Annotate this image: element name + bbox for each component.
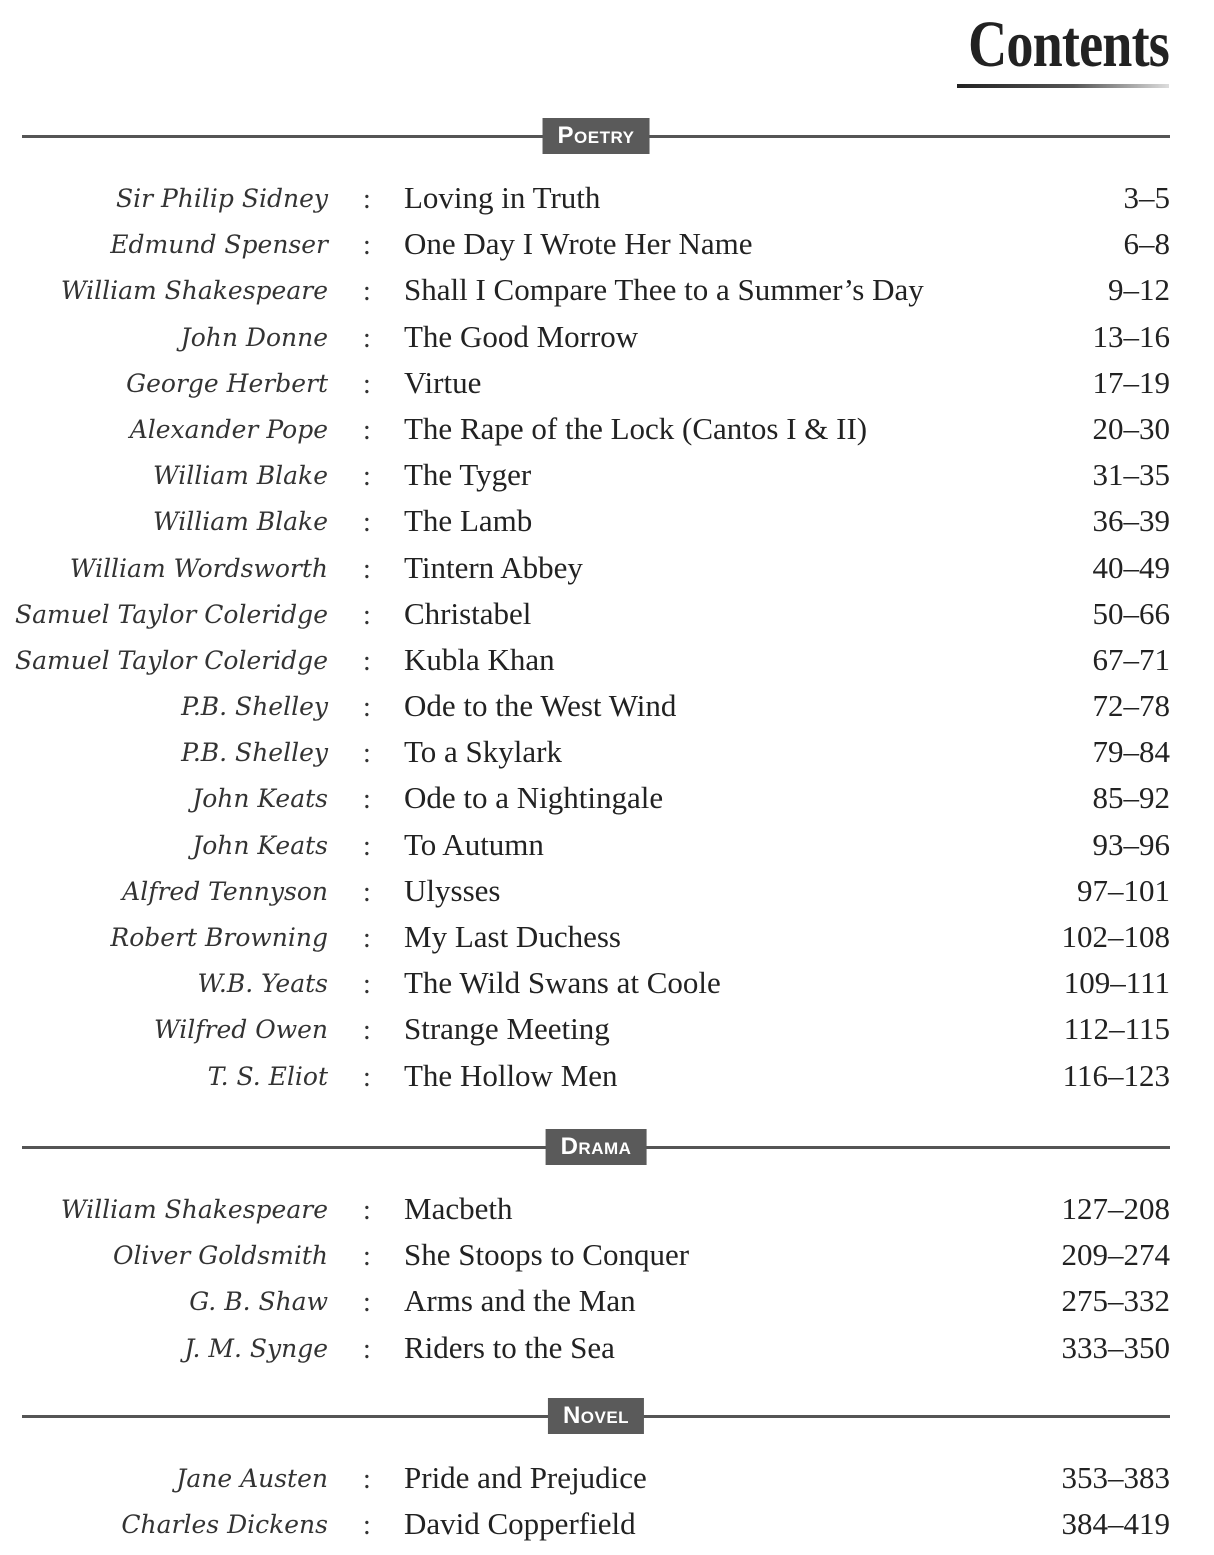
section-drama — [22, 1129, 1170, 1372]
entry-list — [22, 1187, 1170, 1372]
section-header — [22, 1129, 1170, 1165]
entry-author: W.B. Yeats — [197, 969, 328, 999]
entry-separator: : — [363, 1287, 371, 1319]
entry-author: William Wordsworth — [69, 553, 328, 583]
toc-entry — [22, 268, 1170, 314]
toc-entry — [22, 684, 1170, 730]
toc-entry — [22, 1279, 1170, 1325]
entry-separator: : — [363, 184, 371, 215]
entry-author: William Blake — [152, 507, 328, 537]
entry-title: Ulysses — [404, 872, 501, 908]
entry-title: Arms and the Man — [404, 1283, 636, 1319]
entry-author: John Donne — [180, 322, 328, 352]
toc-entry — [22, 776, 1170, 822]
entry-author: J. M. Synge — [184, 1333, 328, 1363]
entry-list — [22, 1456, 1170, 1548]
entry-title: Christabel — [404, 595, 532, 631]
entry-title: One Day I Wrote Her Name — [404, 226, 753, 262]
section-novel — [22, 1398, 1170, 1548]
entry-pages: 93–96 — [1092, 826, 1170, 862]
toc-entry — [22, 1187, 1170, 1233]
entry-author: John Keats — [192, 830, 328, 860]
section-header — [22, 118, 1170, 154]
toc-entry — [22, 1007, 1170, 1053]
entry-separator: : — [363, 599, 371, 631]
section-label: Drama — [546, 1129, 647, 1165]
entry-author: Samuel Taylor Coleridge — [14, 645, 328, 675]
toc-entry — [22, 1326, 1170, 1372]
entry-pages: 79–84 — [1092, 734, 1170, 770]
entry-pages: 112–115 — [1063, 1011, 1170, 1047]
entry-pages: 209–274 — [1061, 1237, 1170, 1273]
entry-separator: : — [363, 1241, 371, 1273]
entry-separator: : — [363, 1510, 371, 1542]
entry-author: P.B. Shelley — [181, 738, 328, 768]
toc-entry — [22, 176, 1170, 222]
entry-author: William Blake — [152, 461, 328, 491]
entry-author: Alfred Tennyson — [122, 876, 328, 906]
entry-title: Pride and Prejudice — [404, 1460, 647, 1495]
toc-entry — [22, 361, 1170, 407]
entry-separator: : — [363, 1195, 371, 1226]
entry-separator: : — [363, 230, 371, 262]
title-underline — [957, 84, 1169, 88]
entry-title: Riders to the Sea — [404, 1329, 615, 1365]
entry-separator: : — [363, 1333, 371, 1365]
entry-author: Samuel Taylor Coleridge — [14, 599, 328, 629]
toc-entry — [22, 407, 1170, 453]
entry-title: My Last Duchess — [404, 919, 621, 954]
entry-separator: : — [363, 276, 371, 308]
entry-pages: 50–66 — [1092, 595, 1170, 631]
entry-title: To a Skylark — [404, 734, 562, 770]
entry-pages: 353–383 — [1061, 1460, 1170, 1495]
entry-pages: 72–78 — [1092, 688, 1170, 724]
entry-pages: 6–8 — [1123, 226, 1170, 262]
entry-separator: : — [363, 1061, 371, 1093]
entry-title: The Good Morrow — [404, 318, 639, 354]
entry-separator: : — [363, 322, 371, 354]
entry-author: T. S. Eliot — [207, 1061, 328, 1091]
toc-entry — [14, 592, 1170, 638]
entry-separator: : — [363, 414, 371, 446]
entry-separator: : — [363, 368, 371, 400]
entry-title: The Wild Swans at Coole — [404, 965, 721, 1001]
entry-pages: 97–101 — [1077, 872, 1170, 908]
toc-entry — [14, 638, 1170, 684]
entry-author: Edmund Spenser — [110, 230, 328, 260]
entry-separator: : — [363, 645, 371, 677]
entry-author: Sir Philip Sidney — [115, 184, 328, 213]
entry-separator: : — [363, 923, 371, 954]
entry-pages: 384–419 — [1061, 1506, 1170, 1542]
entry-pages: 3–5 — [1123, 180, 1170, 215]
entry-pages: 13–16 — [1092, 318, 1170, 354]
toc-entry — [22, 499, 1170, 545]
toc-entry — [22, 869, 1170, 915]
toc-entry — [22, 1233, 1170, 1279]
entry-pages: 275–332 — [1061, 1283, 1170, 1319]
entry-author: William Shakespeare — [60, 276, 328, 306]
entry-pages: 127–208 — [1061, 1191, 1170, 1226]
entry-pages: 333–350 — [1061, 1329, 1170, 1365]
toc-entry — [22, 823, 1170, 869]
entry-title: The Rape of the Lock (Cantos I & II) — [404, 410, 868, 446]
entry-author: Wilfred Owen — [154, 1015, 328, 1045]
entry-separator: : — [363, 461, 371, 493]
section-poetry — [14, 118, 1170, 1100]
entry-pages: 31–35 — [1092, 457, 1170, 493]
section-label: Novel — [548, 1398, 644, 1434]
entry-author: G. B. Shaw — [189, 1287, 328, 1317]
entry-pages: 109–111 — [1063, 965, 1170, 1001]
entry-title: Loving in Truth — [404, 180, 601, 215]
entry-title: Virtue — [404, 364, 482, 400]
entry-title: She Stoops to Conquer — [404, 1237, 690, 1273]
entry-author: Robert Browning — [110, 923, 328, 952]
entry-title: Macbeth — [404, 1191, 513, 1226]
toc-entry — [22, 730, 1170, 776]
entry-author: Jane Austen — [176, 1464, 328, 1493]
entry-author: P.B. Shelley — [181, 692, 328, 722]
entry-title: Shall I Compare Thee to a Summer’s Day — [404, 272, 924, 308]
entry-title: Ode to a Nightingale — [404, 780, 664, 816]
entry-pages: 85–92 — [1092, 780, 1170, 816]
entry-title: The Tyger — [404, 457, 532, 493]
entry-title: Strange Meeting — [404, 1011, 610, 1047]
entry-pages: 9–12 — [1108, 272, 1170, 308]
entry-list — [14, 176, 1170, 1100]
toc-entry — [22, 453, 1170, 499]
toc-entry — [22, 315, 1170, 361]
entry-author: Alexander Pope — [129, 414, 328, 444]
entry-title: To Autumn — [404, 826, 544, 862]
entry-separator: : — [363, 969, 371, 1001]
entry-pages: 40–49 — [1092, 549, 1170, 585]
entry-pages: 67–71 — [1092, 641, 1170, 677]
entry-author: Oliver Goldsmith — [112, 1241, 328, 1271]
entry-separator: : — [363, 876, 371, 908]
entry-title: Kubla Khan — [404, 641, 555, 677]
entry-pages: 102–108 — [1061, 919, 1170, 954]
toc-entry — [22, 222, 1170, 268]
toc-entry — [22, 915, 1170, 961]
entry-author: George Herbert — [126, 368, 328, 398]
entry-pages: 20–30 — [1092, 410, 1170, 446]
section-header — [22, 1398, 1170, 1434]
page-title: Contents — [968, 8, 1169, 81]
entry-author: John Keats — [192, 784, 328, 814]
toc-entry — [22, 1456, 1170, 1502]
entry-title: Ode to the West Wind — [404, 688, 677, 724]
entry-pages: 17–19 — [1092, 364, 1170, 400]
entry-author: Charles Dickens — [121, 1510, 328, 1540]
entry-title: The Lamb — [404, 503, 533, 539]
entry-separator: : — [363, 1015, 371, 1047]
entry-author: William Shakespeare — [60, 1195, 328, 1224]
toc-entry — [22, 1054, 1170, 1100]
entry-title: Tintern Abbey — [404, 549, 583, 585]
entry-separator: : — [363, 553, 371, 585]
section-label: Poetry — [543, 118, 650, 154]
entry-separator: : — [363, 692, 371, 724]
entry-pages: 116–123 — [1062, 1057, 1170, 1093]
entry-pages: 36–39 — [1092, 503, 1170, 539]
toc-entry — [22, 546, 1170, 592]
entry-separator: : — [363, 784, 371, 816]
entry-title: The Hollow Men — [404, 1057, 618, 1093]
entry-title: David Copperfield — [404, 1506, 636, 1542]
toc-entry — [22, 961, 1170, 1007]
entry-separator: : — [363, 507, 371, 539]
entry-separator: : — [363, 738, 371, 770]
toc-entry — [22, 1502, 1170, 1548]
entry-separator: : — [363, 830, 371, 862]
entry-separator: : — [363, 1464, 371, 1495]
